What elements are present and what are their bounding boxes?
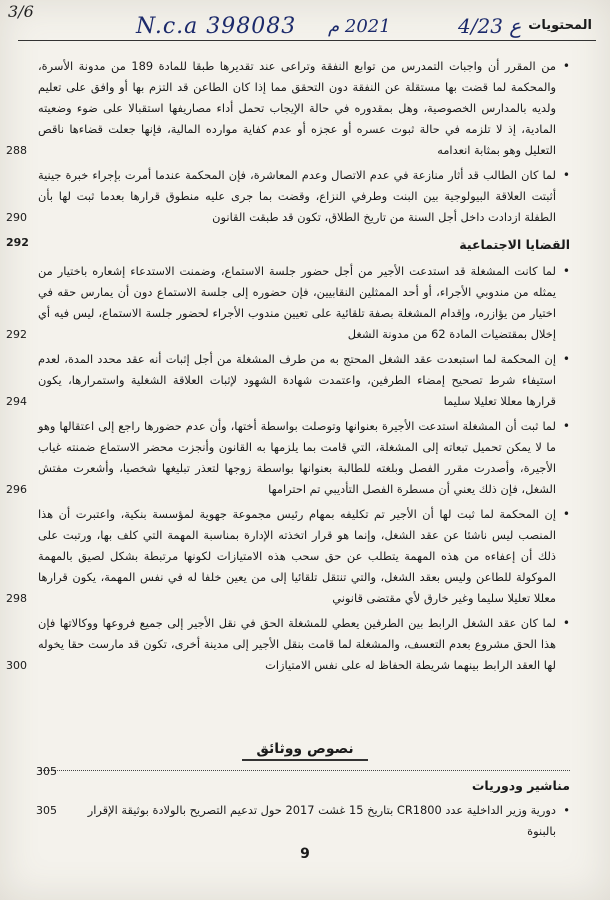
item-text: لما كان عقد الشغل الرابط بين الطرفين يعطي للمشغلة الحق في نقل الأجير إلى جميع فروعها ووكالاتها فإن هذا الحق مشروع بعدم التعسف، والمشغلة لما قامت بنقل الأجير إلى مدينة أخرى، تكون قد مارست حقا يخوله لها العقد الرابط بينهما شريطة الحفاظ له على نفس الامتيازات [38,616,556,672]
section-heading-text: القضايا الاجتماعية [459,237,570,252]
page-number: 298 [6,592,27,605]
footer-page-number: 9 [300,846,310,862]
list-item [6,504,570,609]
page-number: 288 [6,144,27,157]
sub-heading-circulars: مناشير ودوريات [471,778,570,793]
list-item [6,349,570,412]
dotted-leader [40,770,570,771]
item-text: لما ثبت أن المشغلة استدعت الأجيرة بعنوانها وتوصلت بواسطة أختها، وأن عدم حضورها راجع إلى اعتقالها وهو ما لا يمكن تحميل تبعاته إلى المشغلة، التي قامت بما يلزمها به القانون وأنجزت محضر الاستماع ضمنته غياب الأجيرة، وأصدرت مقرر الفصل وبلغته للطالبة بعنوانها بواسطة زوجها لتعذر تبليغها شخصيا، وأشعرت مفتش الشغل، فإن ذلك يعني أن مسطرة الفصل التأديبي تم احترامها [38,419,556,496]
list-item [6,56,570,161]
item-text: إن المحكمة لما استبعدت عقد الشغل المحتج به من طرف المشغلة من أجل إثبات أنه عقد محدد المدة، لعدم استيفاء شرط تصحيح إمضاء الطرفين، واعتمدت شهادة الشهود لإثبات العلاقة الشغلية واستمرارها، يكون قرارها معللا تعليلا سليما [38,352,556,408]
item-text: دورية وزير الداخلية عدد CR1800 بتاريخ 15 غشت 2017 حول تدعيم التصريح بالولادة بوثيقة الإقرار بالبنوة [87,803,556,838]
item-text: من المقرر أن واجبات التمدرس من توابع النفقة وتراعى عند تقديرها طبقا للمادة 189 من مدونة الأسرة، والمحكمة لما قضت بها مستقلة عن النفقة دون التحقق مما إذا كان الطاعن قد التزم بها أو وافق على تعليم ولديه بالمدارس الخصوصية، وهل بمقدوره في حالة الإيجاب تحمل أداء مصاريفها استقبالا على ضوء وضعيته المادية، إذ لا تلزمه في حالة ثبوت عسره أو عجزه أو عدم كفاية موارده المالية، فإنها جعلت قضاءها ناقص التعليل وهو بمثابة انعدامه [38,59,556,157]
item-text: إن المحكمة لما ثبت لها أن الأجير تم تكليفه بمهام رئيس مجموعة جهوية لمؤسسة بنكية، واعتبرت أن هذا المنصب ليس ناشئا عن عقد الشغل، وإنما هو قرار اتخذته الإدارة بمناسبة المهمة التي كلف بها، ورتبت على ذلك أن إعفاءه من هذه المهمة يتطلب عن حق سحب هذه الامتيازات لكونها مرتبطة بشكل لصيق بالمهمة الموكولة للطاعن وليس بعقد الشغل، والتي تنتقل تلقائيا إلى من يعين خلفا له في نفس المهمة، يكون قرارها معللا تعليلا سليما وغير خارق لأي مقتضى قانوني [38,507,556,605]
handwritten-date: ع 4/23 [458,14,522,38]
section-heading-social [6,234,570,255]
list-item [6,416,570,500]
handwritten-year: 2021 م [328,16,391,37]
contents-body [6,56,570,680]
handwritten-corner-note: 3/6 [8,2,34,21]
page-number: 300 [6,659,27,672]
list-item [6,613,570,676]
page-number: 294 [6,395,27,408]
page-number: 292 [6,328,27,341]
item-text: لما كان الطالب قد أثار منازعة في عدم الاتصال وعدم المعاشرة، فإن المحكمة عندما أمرت بإجراء خبرة جينية أثبتت العلاقة البيولوجية بين البنت وطرفي النزاع، وقضت بما جرى عليه منطوق قرارها بعدما ثبت لها بأن الطفلة ازدادت داخل أجل السنة من تاريخ الطلاق، تكون قد طبقت القانون [38,168,556,224]
documents-section [40,738,570,761]
list-item [6,261,570,345]
header-title: المحتويات [528,18,592,33]
page-number: 296 [6,483,27,496]
documents-title: نصوص ووثائق [242,741,367,761]
page-number: 290 [6,211,27,224]
list-item [76,800,570,842]
page-number: 305 [36,804,57,817]
page-number: 305 [36,765,57,778]
page-header [18,12,596,41]
handwritten-reference: N.c.a 398083 [136,14,297,39]
item-text: لما كانت المشغلة قد استدعت الأجير من أجل حضور جلسة الاستماع، وضمنت الاستدعاء إشعاره باختيار من يمثله من مندوبي الأجراء، أو أحد الممثلين النقابيين، فإن حضوره إلى جلسة الاستماع دون أن يمارس حقه في اختيار من يؤازره، وإقدام المشغلة بصفة تلقائية على تعيين مندوب الأجراء لحضور جلسة الاستماع، ليس فيه أي إخلال بمقتضيات المادة 62 من مدونة الشغل [38,264,556,341]
page-number: 292 [6,236,29,249]
list-item [6,165,570,228]
